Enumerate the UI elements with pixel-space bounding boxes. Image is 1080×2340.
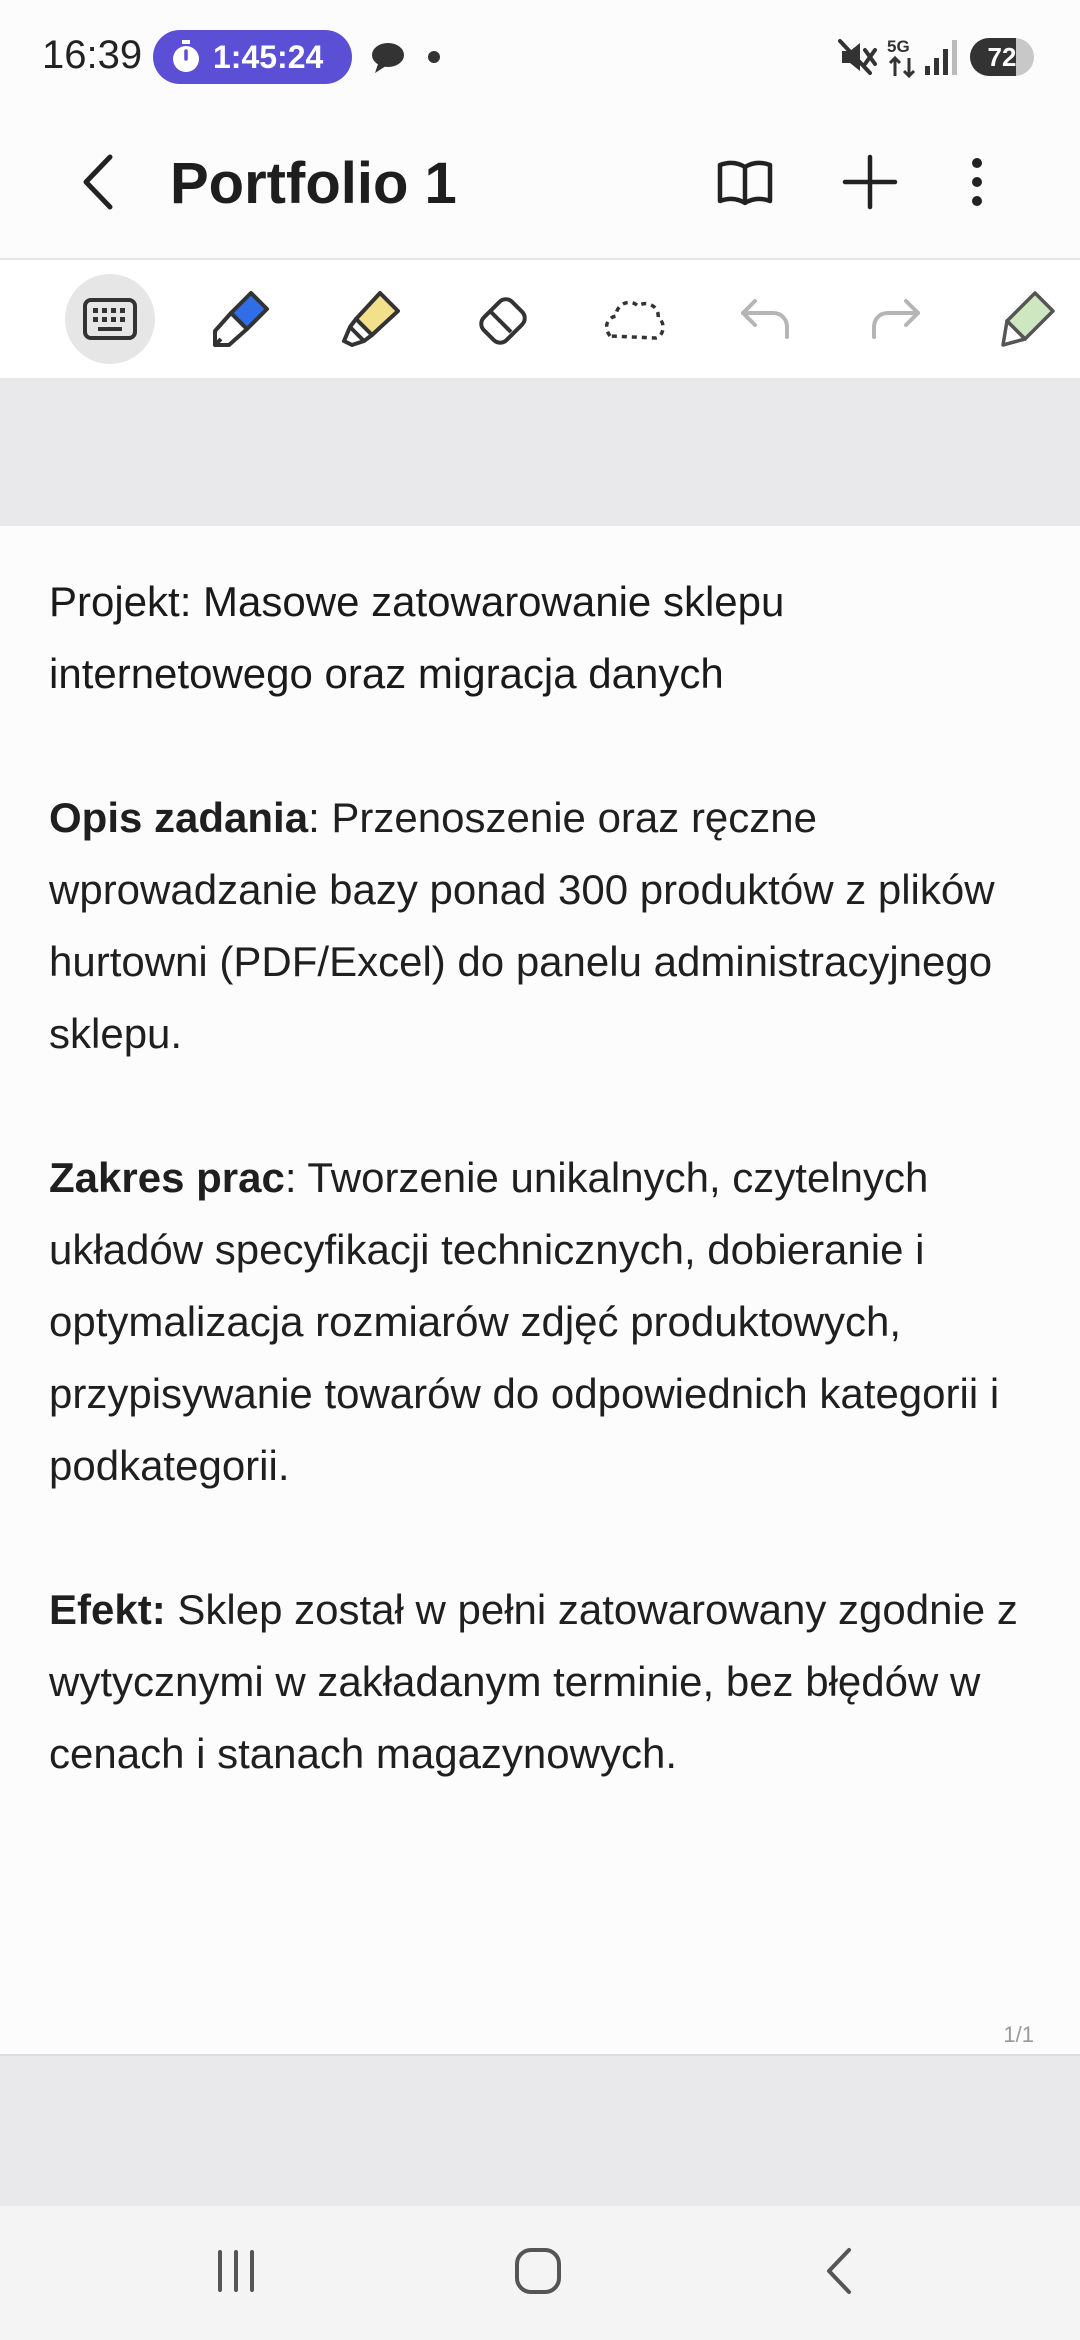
recents-icon xyxy=(211,2246,261,2296)
chat-icon xyxy=(370,42,406,74)
section-zakres-prac: Zakres prac: Tworzenie unikalnych, czytelnych układów specyfikacji technicznych, dobieranie i optymalizacja rozmiarów zdjęć produktowych, przypisywanie towarów do odpowiednich kategorii i podkategorii. xyxy=(49,1154,1000,1489)
nav-back-icon xyxy=(815,2244,865,2298)
eraser-icon xyxy=(473,289,533,349)
page-title: Portfolio 1 xyxy=(170,151,457,216)
notification-dot xyxy=(428,51,440,63)
book-view-button[interactable] xyxy=(710,147,780,217)
nav-back-button[interactable] xyxy=(800,2236,880,2306)
keyboard-icon xyxy=(82,296,138,342)
drawing-toolbar xyxy=(0,258,1080,380)
lasso-icon xyxy=(602,292,666,346)
eraser-tool[interactable] xyxy=(458,274,548,364)
section-text: Przenoszenie oraz ręczne wprowadzanie bazy ponad 300 produktów z plików hurtowni (PDF/Excel) do panelu administracyjnego sklepu. xyxy=(49,794,995,1057)
keyboard-tool[interactable] xyxy=(65,274,155,364)
add-button[interactable] xyxy=(835,147,905,217)
pencil-icon xyxy=(995,287,1059,351)
more-options-button[interactable] xyxy=(942,147,1012,217)
canvas-background-top xyxy=(0,378,1080,526)
section-label: Zakres prac xyxy=(49,1154,285,1201)
pen-icon xyxy=(209,287,273,351)
section-efekt xyxy=(49,1574,1049,1790)
timer-pill[interactable] xyxy=(153,30,352,84)
book-icon xyxy=(710,147,780,217)
timer-value: 1:45:24 xyxy=(213,38,324,75)
redo-icon xyxy=(868,295,924,343)
pen-tool[interactable] xyxy=(196,274,286,364)
undo-button[interactable] xyxy=(720,274,810,364)
battery-level: 72 xyxy=(987,42,1017,72)
app-bar xyxy=(0,112,1080,257)
signal-icon xyxy=(924,38,960,76)
recents-button[interactable] xyxy=(196,2236,276,2306)
back-button[interactable] xyxy=(70,147,130,217)
more-icon xyxy=(942,147,1012,217)
5g-icon xyxy=(885,36,921,80)
canvas-background-bottom xyxy=(0,2054,1080,2208)
status-bar xyxy=(0,0,1080,112)
add-icon xyxy=(835,147,905,217)
section-label: Opis zadania xyxy=(49,794,309,841)
status-time: 16:39 xyxy=(42,33,143,77)
note-page[interactable] xyxy=(0,526,1080,2054)
note-heading: Projekt: Masowe zatowarowanie sklepu internetowego oraz migracja danych xyxy=(49,578,785,697)
section-text: Sklep został w pełni zatowarowany zgodnie z wytycznymi w zakładanym terminie, bez błędów w cenach i stanach magazynowych. xyxy=(49,1586,1018,1777)
redo-button[interactable] xyxy=(851,274,941,364)
undo-icon xyxy=(737,295,793,343)
svg-text:5G: 5G xyxy=(887,37,910,56)
section-text: Tworzenie unikalnych, czytelnych układów specyfikacji technicznych, dobieranie i optymalizacja rozmiarów zdjęć produktowych, przypisywanie towarów do odpowiednich kategorii i podkategorii. xyxy=(49,1154,1000,1489)
lasso-tool[interactable] xyxy=(589,274,679,364)
section-label: Efekt: xyxy=(49,1586,166,1633)
home-button[interactable] xyxy=(498,2236,578,2306)
back-icon xyxy=(70,147,130,217)
note-text[interactable] xyxy=(49,566,1049,1862)
highlighter-tool[interactable] xyxy=(327,274,417,364)
section-opis-zadania: Opis zadania: Przenoszenie oraz ręczne wprowadzanie bazy ponad 300 produktów z plików hurtowni (PDF/Excel) do panelu administracyjnego sklepu. xyxy=(49,794,995,1057)
battery-icon xyxy=(970,38,1034,76)
timer-icon xyxy=(171,40,201,74)
mute-icon xyxy=(838,38,878,76)
page-indicator: 1/1 xyxy=(1003,2022,1034,2047)
pencil-tool[interactable] xyxy=(982,274,1072,364)
home-icon xyxy=(511,2244,565,2298)
highlighter-icon xyxy=(340,287,404,351)
system-nav-bar xyxy=(0,2206,1080,2340)
